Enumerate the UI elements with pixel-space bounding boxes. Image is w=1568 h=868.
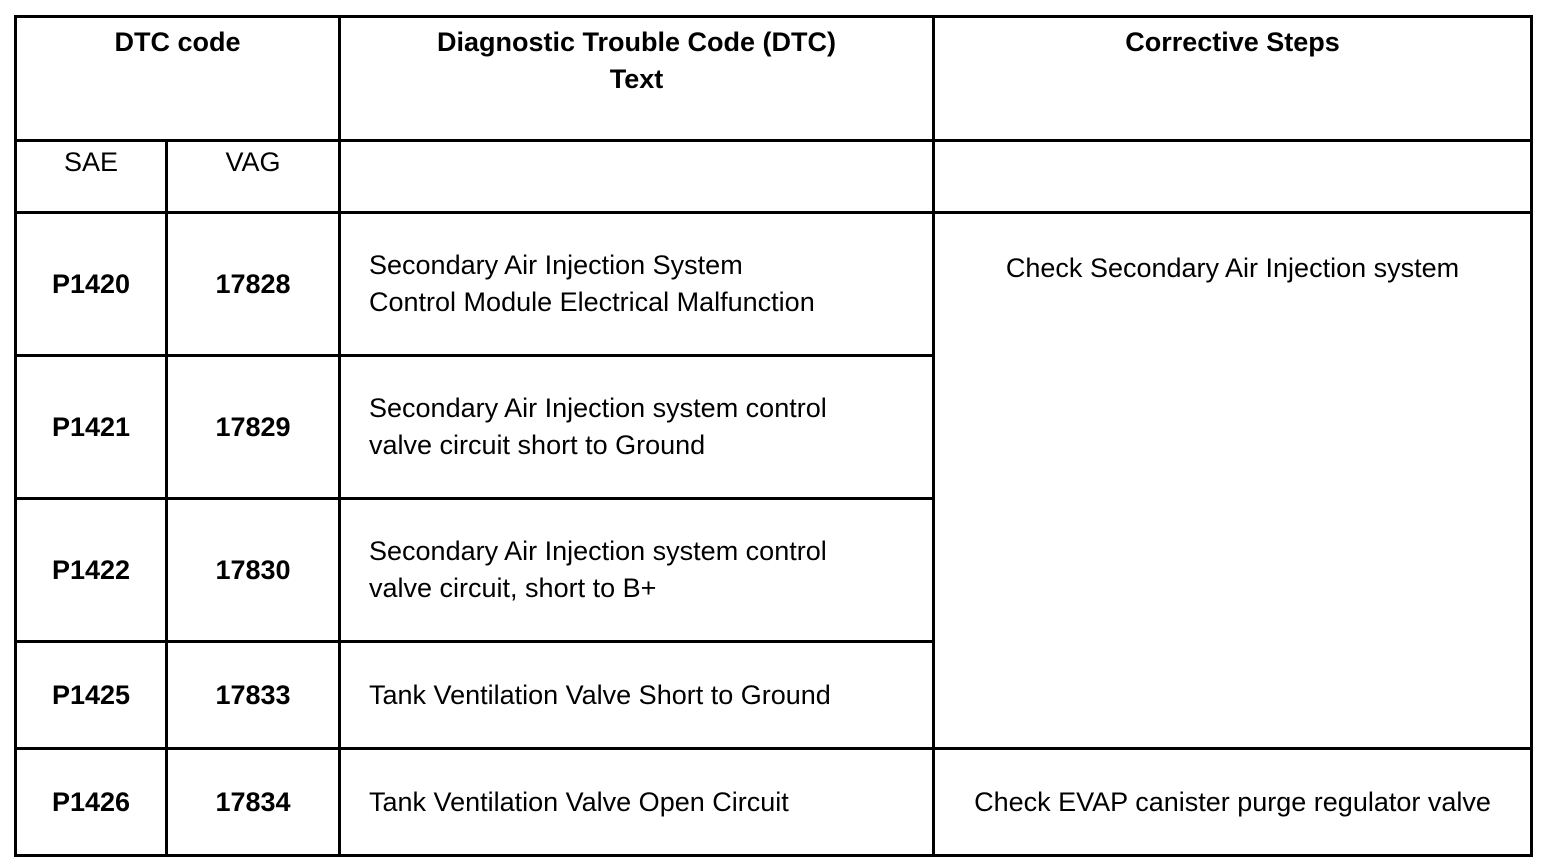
sae-code: P1422 [16, 499, 167, 642]
dtc-description-line1: Tank Ventilation Valve Open Circuit [369, 786, 789, 817]
dtc-description-line2: valve circuit, short to B+ [369, 573, 657, 603]
corrective-step-secondary-air: Check Secondary Air Injection system [934, 213, 1532, 749]
dtc-description-line1: Secondary Air Injection system control [369, 536, 827, 567]
vag-code: 17829 [167, 356, 340, 499]
header-row [16, 17, 1532, 141]
dtc-description-line1: Secondary Air Injection system control [369, 393, 827, 424]
sae-header: SAE [16, 141, 167, 213]
sae-code: P1421 [16, 356, 167, 499]
subheader-empty-cell [340, 141, 934, 213]
table-row [16, 213, 1532, 356]
dtc-description-line1: Tank Ventilation Valve Short to Ground [369, 679, 831, 710]
dtc-description [340, 356, 934, 499]
dtc-text-header [340, 17, 934, 141]
subheader-row [16, 141, 1532, 213]
subheader-empty-cell [934, 141, 1532, 213]
sae-code: P1425 [16, 642, 167, 749]
dtc-description-line2: Control Module Electrical Malfunction [369, 287, 815, 317]
vag-code: 17834 [167, 749, 340, 856]
corrective-steps-header: Corrective Steps [934, 17, 1532, 141]
dtc-code-header: DTC code [16, 17, 340, 141]
dtc-description [340, 749, 934, 856]
vag-code: 17833 [167, 642, 340, 749]
dtc-text-header-line2: Text [609, 63, 664, 94]
sae-code: P1426 [16, 749, 167, 856]
dtc-description-line2: valve circuit short to Ground [369, 430, 706, 460]
dtc-description [340, 213, 934, 356]
dtc-text-header-line1: Diagnostic Trouble Code (DTC) [437, 27, 837, 57]
vag-code: 17828 [167, 213, 340, 356]
dtc-description [340, 499, 934, 642]
vag-code: 17830 [167, 499, 340, 642]
corrective-step-evap: Check EVAP canister purge regulator valve [934, 749, 1532, 856]
dtc-description [340, 642, 934, 749]
dtc-description-line1: Secondary Air Injection System [369, 250, 743, 281]
table-row [16, 749, 1532, 856]
sae-code: P1420 [16, 213, 167, 356]
vag-header: VAG [167, 141, 340, 213]
dtc-table [14, 15, 1533, 857]
